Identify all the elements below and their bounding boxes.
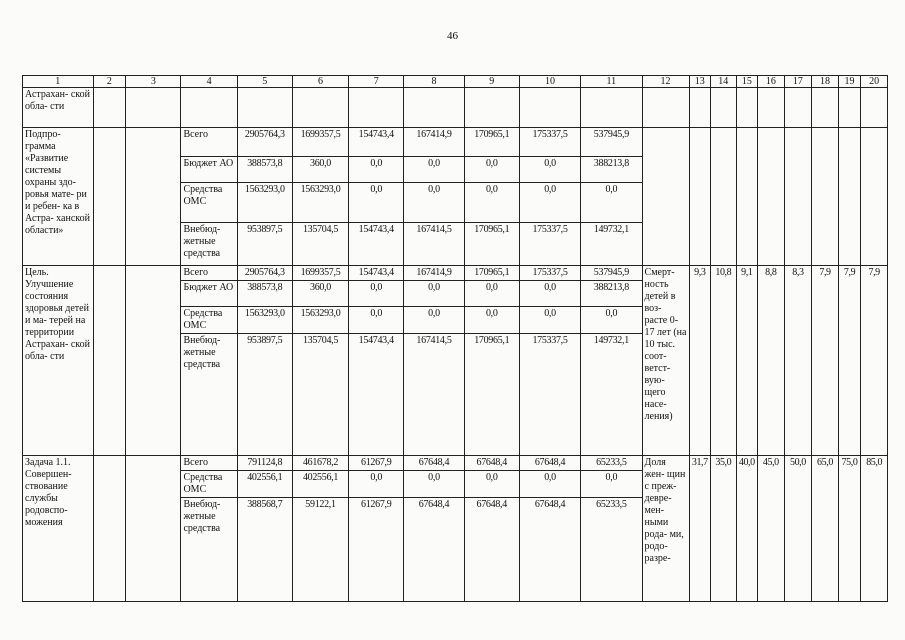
indicator-value: 9,1: [736, 266, 757, 456]
col-header: 16: [758, 76, 785, 88]
value-cell: 0,0: [404, 281, 464, 307]
value-cell: 67648,4: [464, 456, 519, 471]
funding-source: Всего: [181, 128, 237, 157]
value-cell: 360,0: [292, 157, 348, 183]
value-cell: 167414,9: [404, 266, 464, 281]
value-cell: 0,0: [519, 157, 580, 183]
value-cell: 59122,1: [292, 498, 348, 602]
value-cell: 61267,9: [349, 498, 404, 602]
value-cell: 0,0: [464, 307, 519, 334]
value-cell: 175337,5: [519, 223, 580, 266]
page-number: 46: [447, 30, 458, 42]
program-table: [22, 75, 888, 602]
value-cell: 67648,4: [404, 498, 464, 602]
value-cell: 953897,5: [237, 223, 292, 266]
indicator-value: 10,8: [711, 266, 737, 456]
value-cell: 402556,1: [237, 471, 292, 498]
value-cell: 65233,5: [581, 456, 642, 471]
value-cell: 0,0: [349, 157, 404, 183]
indicator-value: 50,0: [784, 456, 812, 602]
value-cell: 0,0: [581, 307, 642, 334]
indicator-value: 85,0: [861, 456, 888, 602]
value-cell: 0,0: [519, 471, 580, 498]
indicator-value: 7,9: [838, 266, 860, 456]
funding-source: Средства ОМС: [181, 183, 237, 223]
value-cell: 537945,9: [581, 266, 642, 281]
value-cell: 461678,2: [292, 456, 348, 471]
value-cell: 170965,1: [464, 128, 519, 157]
value-cell: 0,0: [404, 183, 464, 223]
value-cell: 170965,1: [464, 223, 519, 266]
col-header: 8: [404, 76, 464, 88]
value-cell: 167414,5: [404, 334, 464, 456]
indicator-value: 8,3: [784, 266, 812, 456]
value-cell: 175337,5: [519, 334, 580, 456]
value-cell: 791124,8: [237, 456, 292, 471]
value-cell: 0,0: [349, 307, 404, 334]
funding-source: Бюджет АО: [181, 281, 237, 307]
indicator-name: Смерт- ность детей в воз- расте 0-17 лет (на 10 тыс. соот- ветст- вую- щего насе- ления): [642, 266, 689, 456]
indicator-value: 75,0: [838, 456, 860, 602]
value-cell: 149732,1: [581, 334, 642, 456]
funding-source: Средства ОМС: [181, 307, 237, 334]
value-cell: 154743,4: [349, 334, 404, 456]
value-cell: 402556,1: [292, 471, 348, 498]
value-cell: 167414,5: [404, 223, 464, 266]
value-cell: 2905764,3: [237, 266, 292, 281]
value-cell: 65233,5: [581, 498, 642, 602]
value-cell: 175337,5: [519, 266, 580, 281]
indicator-value: 35,0: [711, 456, 737, 602]
value-cell: 0,0: [404, 307, 464, 334]
col-header: 5: [237, 76, 292, 88]
value-cell: 0,0: [581, 471, 642, 498]
col-header: 12: [642, 76, 689, 88]
value-cell: 360,0: [292, 281, 348, 307]
region-name: Астрахан- ской обла- сти: [23, 88, 94, 128]
task-name: Задача 1.1. Совершен- ствование службы родовспо- можения: [23, 456, 94, 602]
value-cell: 0,0: [404, 157, 464, 183]
col-header: 18: [812, 76, 839, 88]
value-cell: 388213,8: [581, 281, 642, 307]
header-row: [23, 76, 888, 88]
col-header: 10: [519, 76, 580, 88]
indicator-value: 65,0: [812, 456, 839, 602]
funding-source: Внебюд- жетные средства: [181, 223, 237, 266]
funding-source: Бюджет АО: [181, 157, 237, 183]
col-header: 3: [126, 76, 181, 88]
indicator-value: 31,7: [689, 456, 710, 602]
indicator-value: 40,0: [736, 456, 757, 602]
funding-source: Внебюд- жетные средства: [181, 498, 237, 602]
value-cell: 0,0: [404, 471, 464, 498]
funding-source: Внебюд- жетные средства: [181, 334, 237, 456]
value-cell: 1563293,0: [237, 307, 292, 334]
funding-source: Средства ОМС: [181, 471, 237, 498]
col-header: 20: [861, 76, 888, 88]
value-cell: 154743,4: [349, 128, 404, 157]
value-cell: 61267,9: [349, 456, 404, 471]
value-cell: 154743,4: [349, 266, 404, 281]
value-cell: 388213,8: [581, 157, 642, 183]
col-header: 14: [711, 76, 737, 88]
col-header: 13: [689, 76, 710, 88]
indicator-value: 7,9: [861, 266, 888, 456]
value-cell: 154743,4: [349, 223, 404, 266]
value-cell: 0,0: [464, 183, 519, 223]
table-row: [23, 88, 888, 128]
value-cell: 175337,5: [519, 128, 580, 157]
value-cell: 0,0: [519, 307, 580, 334]
value-cell: 0,0: [464, 471, 519, 498]
value-cell: 1699357,5: [292, 266, 348, 281]
value-cell: 388573,8: [237, 157, 292, 183]
value-cell: 170965,1: [464, 266, 519, 281]
col-header: 6: [292, 76, 348, 88]
value-cell: 2905764,3: [237, 128, 292, 157]
value-cell: 67648,4: [519, 498, 580, 602]
col-header: 1: [23, 76, 94, 88]
value-cell: 1563293,0: [292, 307, 348, 334]
value-cell: 388573,8: [237, 281, 292, 307]
col-header: 2: [93, 76, 126, 88]
value-cell: 0,0: [519, 183, 580, 223]
value-cell: 0,0: [581, 183, 642, 223]
value-cell: 0,0: [464, 157, 519, 183]
value-cell: 0,0: [519, 281, 580, 307]
value-cell: 388568,7: [237, 498, 292, 602]
value-cell: 0,0: [349, 183, 404, 223]
value-cell: 149732,1: [581, 223, 642, 266]
indicator-value: 9,3: [689, 266, 710, 456]
col-header: 17: [784, 76, 812, 88]
value-cell: 1699357,5: [292, 128, 348, 157]
value-cell: 67648,4: [519, 456, 580, 471]
goal-name: Цель. Улучшение состояния здоровья детей и ма- терей на территории Астрахан- ской обла- сти: [23, 266, 94, 456]
value-cell: 0,0: [349, 281, 404, 307]
table-row: [23, 128, 888, 157]
value-cell: 0,0: [464, 281, 519, 307]
col-header: 15: [736, 76, 757, 88]
value-cell: 1563293,0: [237, 183, 292, 223]
value-cell: 135704,5: [292, 334, 348, 456]
value-cell: 537945,9: [581, 128, 642, 157]
subprogram-name: Подпро- грамма «Развитие системы охраны здо- ровья мате- ри и ребен- ка в Астра- ханской области»: [23, 128, 94, 266]
col-header: 4: [181, 76, 237, 88]
col-header: 19: [838, 76, 860, 88]
table-row: [23, 266, 888, 281]
value-cell: 170965,1: [464, 334, 519, 456]
value-cell: 0,0: [349, 471, 404, 498]
value-cell: 67648,4: [464, 498, 519, 602]
col-header: 11: [581, 76, 642, 88]
col-header: 7: [349, 76, 404, 88]
col-header: 9: [464, 76, 519, 88]
indicator-name: Доля жен- щин с преж- девре- мен- ными рода- ми, родо- разре-: [642, 456, 689, 602]
funding-source: Всего: [181, 456, 237, 471]
value-cell: 953897,5: [237, 334, 292, 456]
value-cell: 67648,4: [404, 456, 464, 471]
value-cell: 135704,5: [292, 223, 348, 266]
table-row: [23, 456, 888, 471]
funding-source: Всего: [181, 266, 237, 281]
indicator-value: 7,9: [812, 266, 839, 456]
indicator-value: 8,8: [758, 266, 785, 456]
value-cell: 167414,9: [404, 128, 464, 157]
indicator-value: 45,0: [758, 456, 785, 602]
value-cell: 1563293,0: [292, 183, 348, 223]
